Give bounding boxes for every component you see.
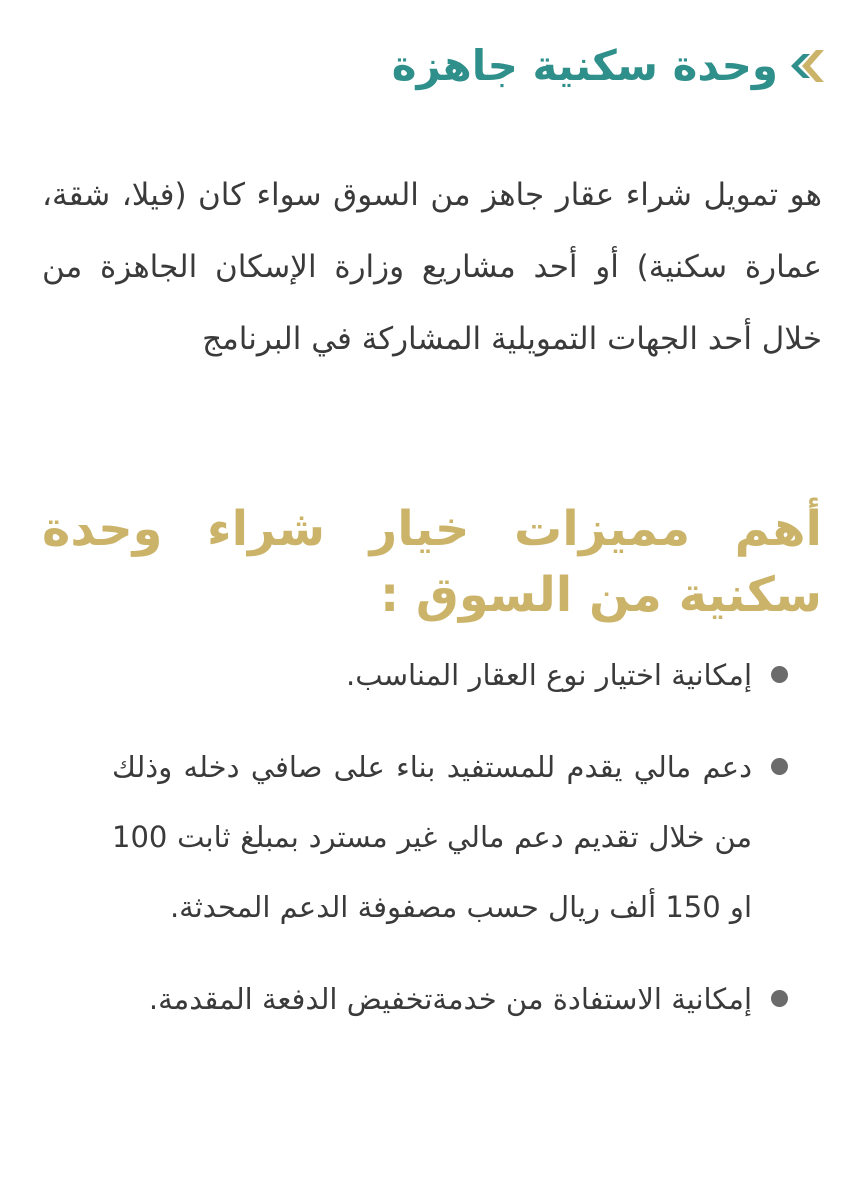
features-heading: أهم مميزات خيار شراء وحدة سكنية من السوق : xyxy=(42,500,822,623)
bullet-dot-icon xyxy=(771,758,788,775)
list-item xyxy=(112,732,788,942)
list-item xyxy=(112,964,788,1034)
list-item-text: إمكانية اختيار نوع العقار المناسب. xyxy=(346,658,752,692)
section-header xyxy=(392,36,826,96)
list-item xyxy=(112,640,788,710)
section-title: وحدة سكنية جاهزة xyxy=(391,41,778,90)
list-item-text: دعم مالي يقدم للمستفيد بناء على صافي دخله وذلك من خلال تقديم دعم مالي غير مسترد بمبلغ ثابت 100 او 150 ألف ريال حسب مصفوفة الدعم المحدثة. xyxy=(112,750,752,924)
bullet-dot-icon xyxy=(771,990,788,1007)
bullet-dot-icon xyxy=(771,666,788,683)
intro-paragraph: هو تمويل شراء عقار جاهز من السوق سواء كان (فيلا، شقة، عمارة سكنية) أو أحد مشاريع وزارة الإسكان الجاهزة من خلال أحد الجهات التمويلية المشاركة في البرنامج xyxy=(42,177,822,357)
feature-list xyxy=(112,640,788,1056)
chevron-left-icon xyxy=(790,46,826,86)
list-item-text: إمكانية الاستفادة من خدمةتخفيض الدفعة المقدمة. xyxy=(148,982,752,1016)
